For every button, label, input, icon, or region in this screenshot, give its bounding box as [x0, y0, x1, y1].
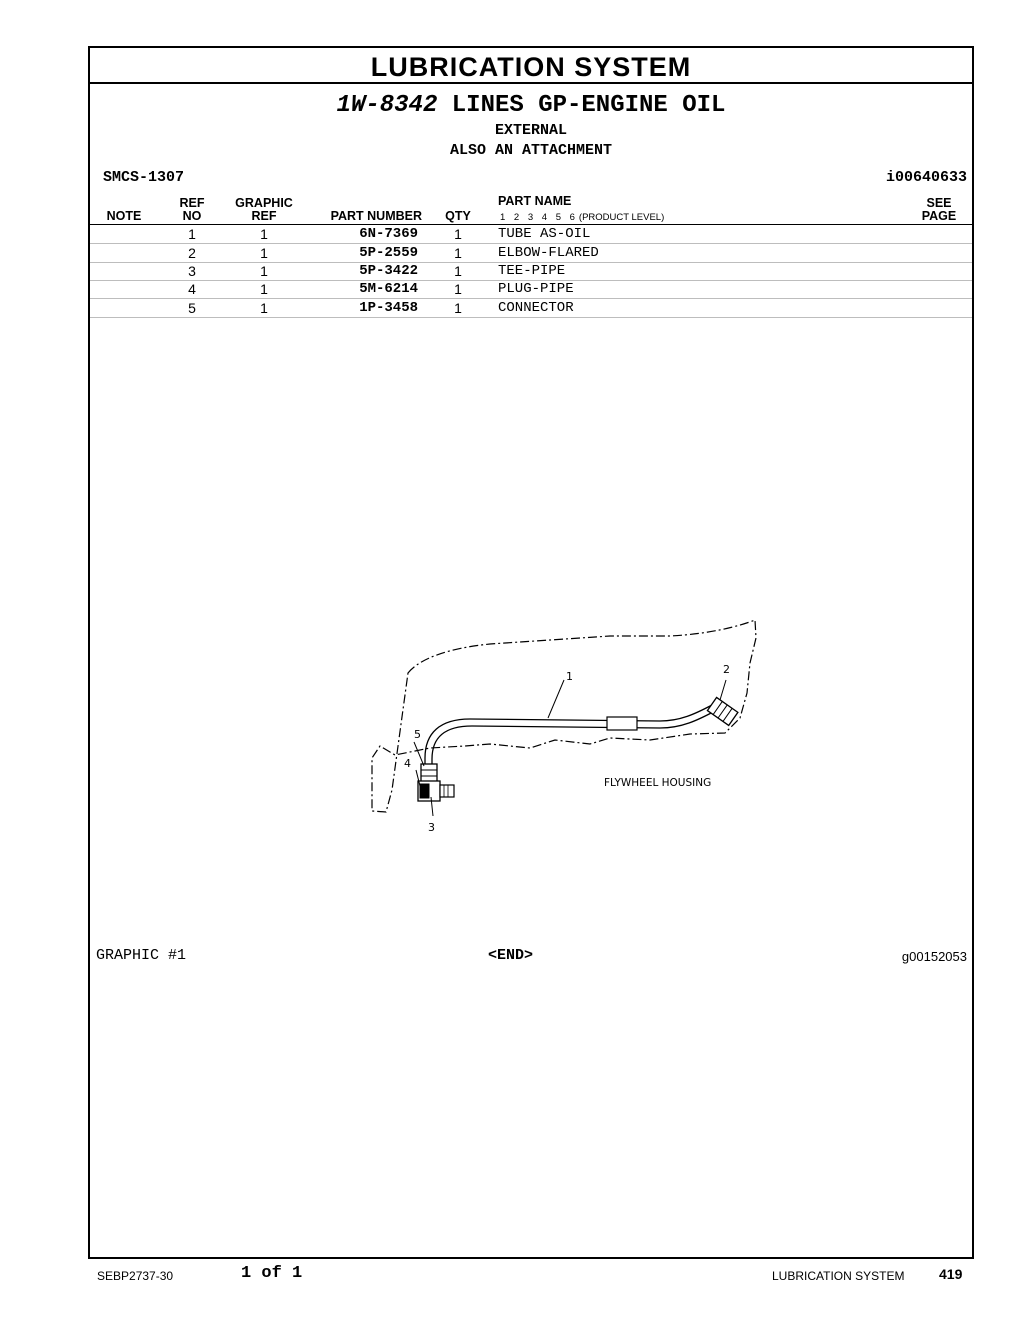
connector-nut: [421, 764, 437, 782]
callout-1: 1: [566, 670, 573, 683]
ref-number: 3: [188, 263, 196, 279]
page-number: 419: [939, 1266, 963, 1282]
flywheel-housing-label: FLYWHEEL HOUSING: [604, 777, 712, 789]
header-graphic-bottom: REF: [251, 209, 277, 223]
table-row: [90, 299, 972, 317]
subtitle-external: EXTERNAL: [494, 122, 567, 139]
part-name: TUBE AS-OIL: [498, 226, 591, 242]
subtitle-attachment: ALSO AN ATTACHMENT: [449, 142, 613, 159]
page-of: 1 of 1: [241, 1264, 303, 1283]
quantity: 1: [454, 281, 462, 297]
row-divider: [90, 317, 972, 318]
part-number: 5P-2559: [359, 245, 418, 261]
tee-branch: [440, 785, 454, 797]
product-levels: [500, 212, 664, 223]
smcs-code: SMCS-1307: [103, 169, 185, 186]
header-part-name: PART NAME: [498, 194, 572, 208]
graphic-caption: GRAPHIC #1: [96, 947, 187, 964]
part-number: 1P-3458: [359, 300, 418, 316]
part-name: PLUG-PIPE: [498, 281, 574, 297]
graphic-id: g00152053: [901, 949, 967, 964]
header-graphic-top: GRAPHIC: [235, 196, 293, 210]
graphic-ref: 1: [260, 300, 268, 316]
callout-3: 3: [428, 821, 435, 834]
page-frame: [88, 46, 974, 1259]
graphic-ref: 1: [260, 245, 268, 261]
part-name: TEE-PIPE: [498, 263, 566, 279]
quantity: 1: [454, 263, 462, 279]
ref-number: 1: [188, 226, 196, 242]
graphic-ref: 1: [260, 226, 268, 242]
footer-section: LUBRICATION SYSTEM: [772, 1269, 905, 1283]
group-heading: [90, 92, 972, 120]
quantity: 1: [454, 300, 462, 316]
header-note: NOTE: [106, 209, 142, 223]
pipe-plug: [420, 784, 429, 798]
group-name: LINES GP-ENGINE OIL: [451, 92, 726, 119]
table-row: [90, 262, 972, 280]
part-name: ELBOW-FLARED: [498, 245, 599, 261]
tube-oil: [425, 705, 712, 766]
graphic-ref: 1: [260, 263, 268, 279]
level-numbers: 1 2 3 4 5 6: [500, 212, 575, 223]
flared-elbow: [707, 697, 737, 725]
callout-2: 2: [723, 663, 730, 676]
oil-lines-illustration: [300, 608, 780, 834]
header-part-number: PART NUMBER: [330, 209, 422, 223]
header-qty: QTY: [445, 209, 471, 223]
header-ref-bottom: NO: [182, 209, 202, 223]
tube-sleeve: [607, 717, 637, 730]
part-number: 5P-3422: [359, 263, 418, 279]
ref-number: 5: [188, 300, 196, 316]
table-row: [90, 225, 972, 243]
illustration-id: i00640633: [885, 169, 967, 186]
graphic-ref: 1: [260, 281, 268, 297]
group-number: 1W-8342: [336, 92, 438, 119]
header-see-top: SEE: [926, 196, 952, 210]
publication-number: SEBP2737-30: [97, 1269, 174, 1283]
header-see-bottom: PAGE: [921, 209, 957, 223]
quantity: 1: [454, 226, 462, 242]
part-number: 5M-6214: [359, 281, 418, 297]
ref-number: 4: [188, 281, 196, 297]
end-marker: <END>: [488, 947, 534, 964]
callout-4: 4: [404, 757, 411, 770]
table-row: [90, 280, 972, 298]
header-ref-top: REF: [179, 196, 205, 210]
ref-number: 2: [188, 245, 196, 261]
section-title: LUBRICATION SYSTEM: [90, 48, 972, 84]
callout-5: 5: [414, 728, 421, 741]
product-level-label: (PRODUCT LEVEL): [578, 212, 665, 223]
part-number: 6N-7369: [359, 226, 418, 242]
part-name: CONNECTOR: [498, 300, 574, 316]
table-row: [90, 244, 972, 262]
quantity: 1: [454, 245, 462, 261]
